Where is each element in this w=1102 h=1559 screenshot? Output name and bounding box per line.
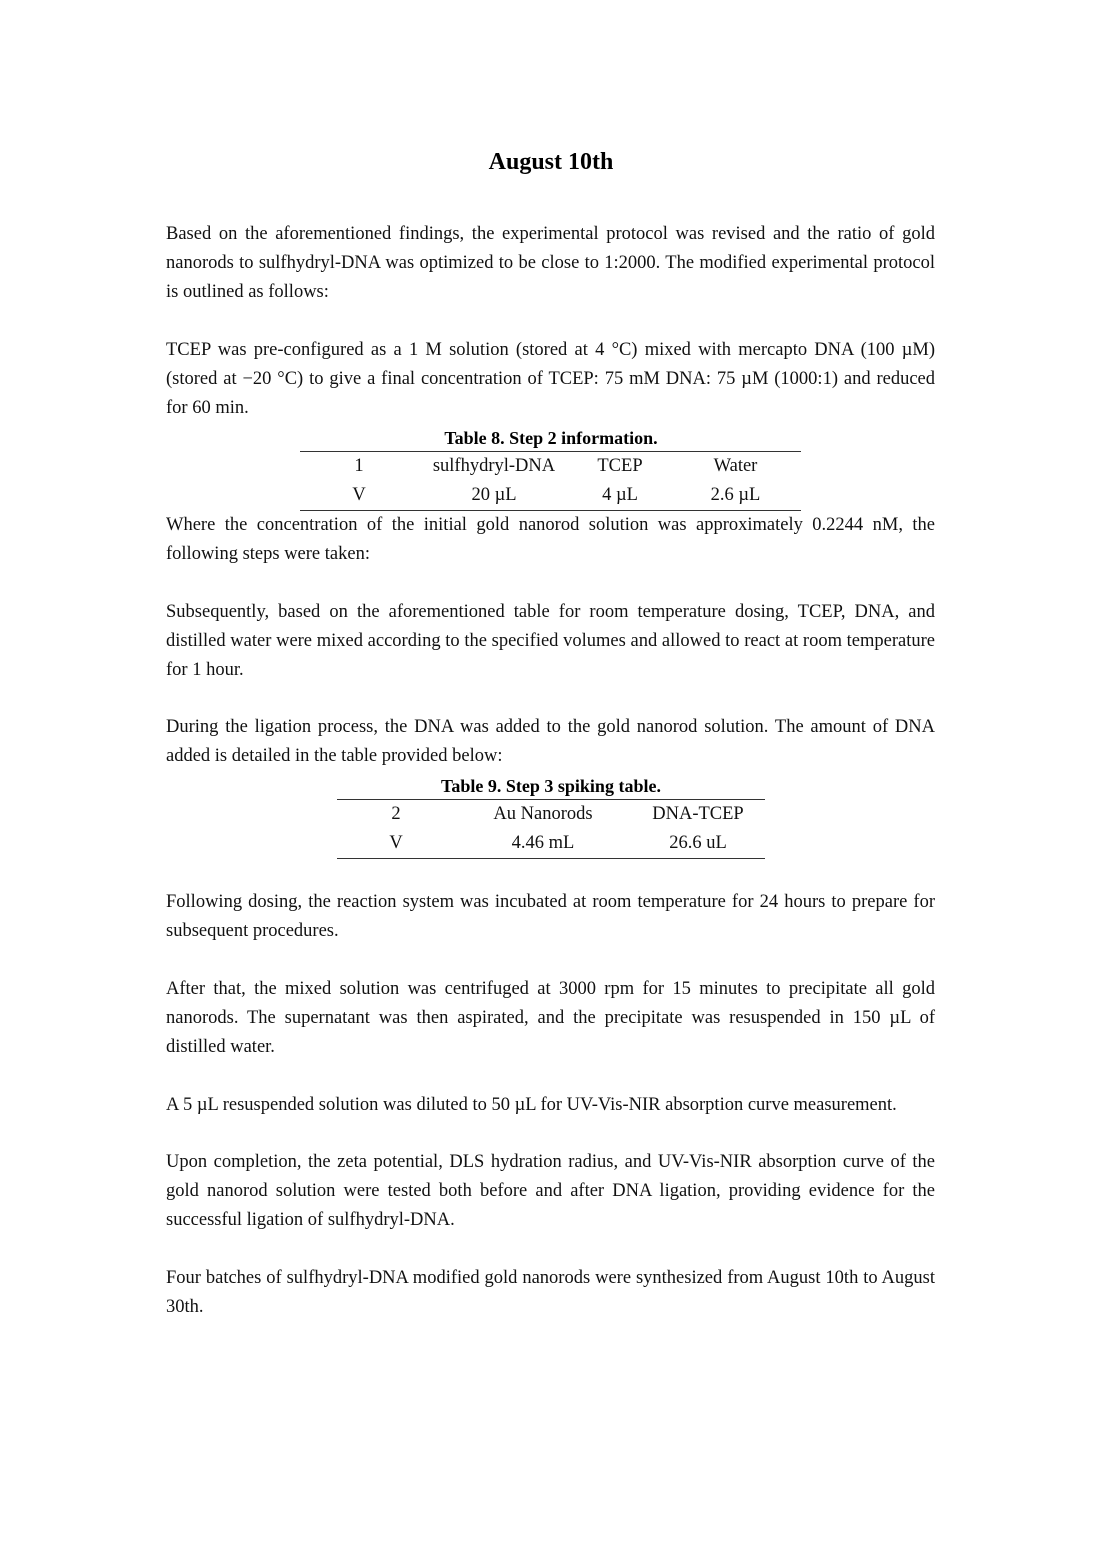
table-cell: 4.46 mL (511, 833, 575, 853)
table-cell: 2 (391, 804, 401, 824)
paragraph-protocol-revision: Based on the aforementioned findings, the experimental protocol was revised and the ratio of gold nanorods to sulfhydryl-DNA was optimized to be close to 1:2000. The modified experimental protocol is outlined as follows: (166, 224, 935, 302)
table-9-step3-spiking (337, 799, 765, 859)
table-cell: 4 µL (602, 485, 638, 505)
table-8-step2-information (300, 451, 801, 511)
paragraph-room-temperature-dosing: Subsequently, based on the aforementioned table for room temperature dosing, TCEP, DNA, and distilled water were mixed according to the specified volumes and allowed to react at room temperature for 1 hour. (166, 602, 935, 680)
table-row (337, 800, 765, 830)
table-cell: 26.6 uL (669, 833, 727, 853)
paragraph-tcep-preparation: TCEP was pre-configured as a 1 M solution (stored at 4 °C) mixed with mercapto DNA (100 µM) (stored at −20 °C) to give a final concentration of TCEP: 75 mM DNA: 75 µM (1000:1) and reduced for 60 min. (166, 340, 935, 418)
table-cell: sulfhydryl-DNA (432, 456, 556, 476)
table-row (337, 829, 765, 859)
paragraph-ligation-process: During the ligation process, the DNA was added to the gold nanorod solution. The amount of DNA added is detailed in the table provided below: (166, 717, 935, 766)
paragraph-characterization: Upon completion, the zeta potential, DLS hydration radius, and UV-Vis-NIR absorption curve of the gold nanorod solution were tested both before and after DNA ligation, providing evidence for the successful ligation of sulfhydryl-DNA. (166, 1152, 935, 1230)
paragraph-incubation: Following dosing, the reaction system was incubated at room temperature for 24 hours to prepare for subsequent procedures. (166, 892, 935, 941)
paragraph-dilution: A 5 µL resuspended solution was diluted to 50 µL for UV-Vis-NIR absorption curve measurement. (166, 1095, 897, 1115)
table-cell: Au Nanorods (493, 804, 593, 824)
table-cell: TCEP (597, 456, 643, 476)
table-cell: Water (713, 456, 758, 476)
table-cell: DNA-TCEP (652, 804, 744, 824)
paragraph-gold-nanorod-concentration: Where the concentration of the initial gold nanorod solution was approximately 0.2244 nM, the following steps were taken: (166, 515, 935, 564)
page-title: August 10th (488, 149, 614, 175)
table-cell: V (352, 485, 366, 505)
table-cell: V (389, 833, 403, 853)
table-row (300, 481, 801, 511)
table-cell: 1 (354, 456, 364, 476)
paragraph-batches-summary: Four batches of sulfhydryl-DNA modified gold nanorods were synthesized from August 10th to August 30th. (166, 1268, 935, 1317)
table-cell: 2.6 µL (710, 485, 761, 505)
table-row (300, 452, 801, 482)
table-9-caption: Table 9. Step 3 spiking table. (441, 776, 661, 796)
table-8-caption: Table 8. Step 2 information. (444, 428, 658, 448)
paragraph-centrifugation: After that, the mixed solution was centrifuged at 3000 rpm for 15 minutes to precipitate all gold nanorods. The supernatant was then aspirated, and the precipitate was resuspended in 150 µL of distilled water. (166, 979, 935, 1057)
table-cell: 20 µL (471, 485, 517, 505)
